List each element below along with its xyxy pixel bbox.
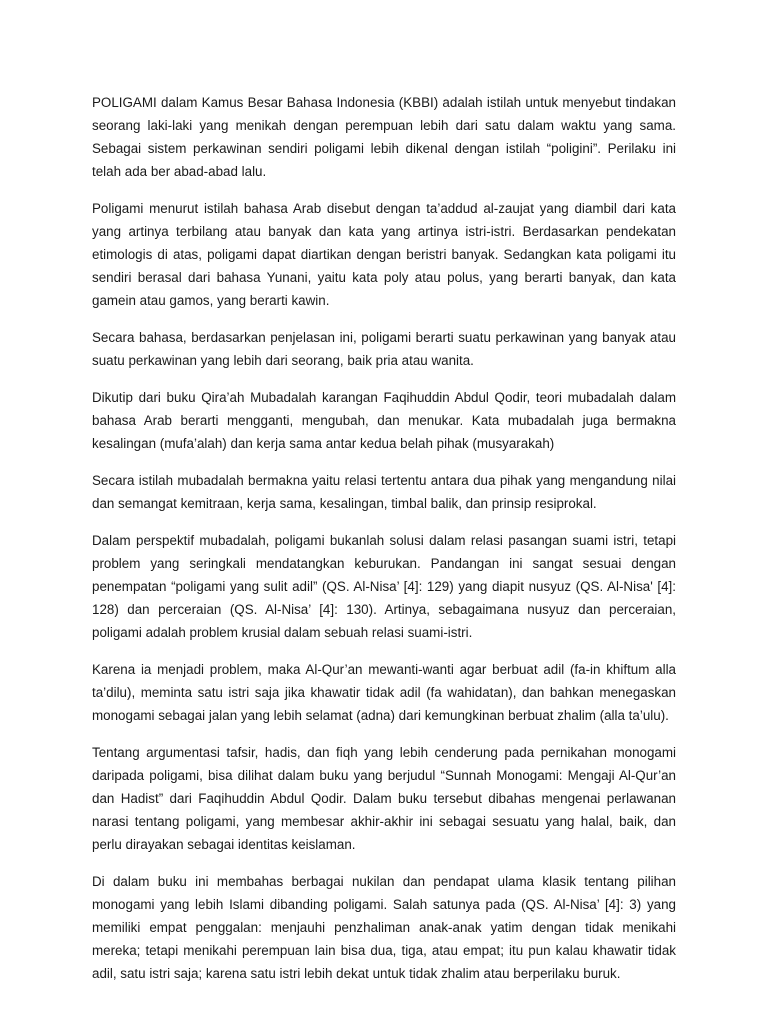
paragraph-nukilan-ulama: Di dalam buku ini membahas berbagai nukilan dan pendapat ulama klasik tentang pilihan monogami yang lebih Islami dibanding poligami. Salah satunya pada (QS. Al-Nisa’ [4]: 3) yang memiliki empat penggalan: menjauhi penzhaliman anak-anak yatim dengan tidak menikahi mereka; tetapi menikahi perempuan lain bisa dua, tiga, atau empat; itu pun kalau khawatir tidak adil, satu istri saja; karena satu istri lebih dekat untuk tidak zhalim atau berperilaku buruk. [92,874,676,981]
paragraph-secara-bahasa: Secara bahasa, berdasarkan penjelasan ini, poligami berarti suatu perkawinan yang banyak atau suatu perkawinan yang lebih dari seorang, baik pria atau wanita. [92,330,676,368]
paragraph-poligami-kbbi: POLIGAMI dalam Kamus Besar Bahasa Indonesia (KBBI) adalah istilah untuk menyebut tindakan seorang laki-laki yang menikah dengan perempuan lebih dari satu dalam waktu yang sama. Sebagai sistem perkawinan sendiri poligami lebih dikenal dengan istilah “poligini”. Perilaku ini telah ada ber abad-abad lalu. [92,95,676,179]
paragraph-menjadi-problem: Karena ia menjadi problem, maka Al-Qur’an mewanti-wanti agar berbuat adil (fa-in khiftum alla ta’dilu), meminta satu istri saja jika khawatir tidak adil (fa wahidatan), dan bahkan menegaskan monogami sebagai jalan yang lebih selamat (adna) dari kemungkinan berbuat zhalim (alla ta’ulu). [92,662,676,723]
paragraph-perspektif-mubadalah: Dalam perspektif mubadalah, poligami bukanlah solusi dalam relasi pasangan suami istri, tetapi problem yang seringkali mendatangkan keburukan. Pandangan ini sangat sesuai dengan penempatan “poligami yang sulit adil” (QS. Al-Nisa’ [4]: 129) yang diapit nusyuz (QS. Al-Nisa' [4]: 128) dan perceraian (QS. Al-Nisa’ [4]: 130). Artinya, sebagaimana nusyuz dan perceraian, poligami adalah problem krusial dalam sebuah relasi suami-istri. [92,533,676,640]
document-body [92,91,676,999]
paragraph-qiraah-mubadalah: Dikutip dari buku Qira’ah Mubadalah karangan Faqihuddin Abdul Qodir, teori mubadalah dalam bahasa Arab berarti mengganti, mengubah, dan menukar. Kata mubadalah juga bermakna kesalingan (mufa’alah) dan kerja sama antar kedua belah pihak (musyarakah) [92,390,676,451]
paragraph-poligami-arab: Poligami menurut istilah bahasa Arab disebut dengan ta’addud al-zaujat yang diambil dari kata yang artinya terbilang atau banyak dan kata yang artinya istri-istri. Berdasarkan pendekatan etimologis di atas, poligami dapat diartikan dengan beristri banyak. Sedangkan kata poligami itu sendiri berasal dari bahasa Yunani, yaitu kata poly atau polus, yang berarti banyak, dan kata gamein atau gamos, yang berarti kawin. [92,201,676,308]
paragraph-argumentasi-tafsir: Tentang argumentasi tafsir, hadis, dan fiqh yang lebih cenderung pada pernikahan monogami daripada poligami, bisa dilihat dalam buku yang berjudul “Sunnah Monogami: Mengaji Al-Qur’an dan Hadist” dari Faqihuddin Abdul Qodir. Dalam buku tersebut dibahas mengenai perlawanan narasi tentang poligami, yang membesar akhir-akhir ini sebagai sesuatu yang halal, baik, dan perlu dirayakan sebagai identitas keislaman. [92,745,676,852]
paragraph-secara-istilah: Secara istilah mubadalah bermakna yaitu relasi tertentu antara dua pihak yang mengandung nilai dan semangat kemitraan, kerja sama, kesalingan, timbal balik, dan prinsip resiprokal. [92,473,676,511]
